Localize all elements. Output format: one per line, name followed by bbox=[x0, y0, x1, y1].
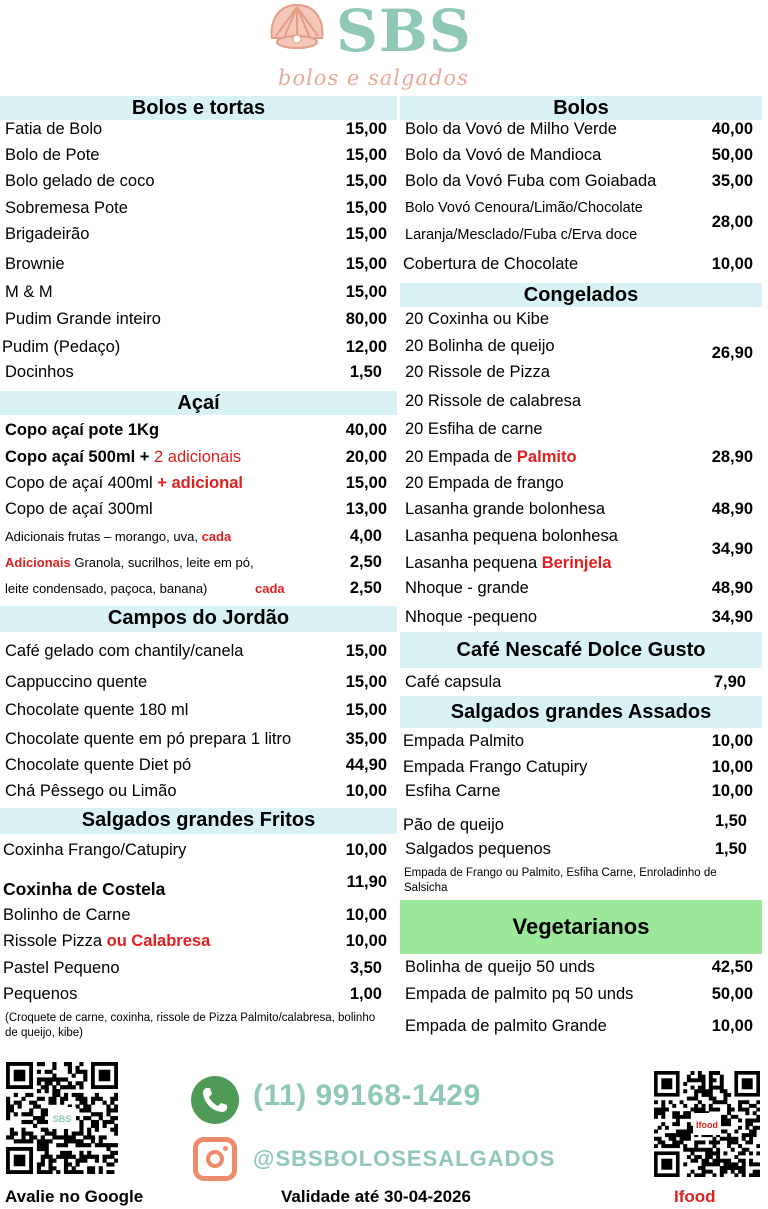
assados-note: Empada de Frango ou Palmito, Esfiha Carne, Enroladinho de Salsicha bbox=[404, 867, 717, 894]
section-title-fritos: Salgados grandes Fritos bbox=[0, 808, 397, 834]
validity-label: Validade até 30-04-2026 bbox=[281, 1187, 471, 1206]
section-title-assados: Salgados grandes Assados bbox=[400, 696, 762, 728]
ifood-label: Ifood bbox=[674, 1187, 716, 1206]
section-title-bolos-tortas: Bolos e tortas bbox=[0, 96, 397, 120]
shell-icon bbox=[268, 2, 326, 56]
google-qr-code[interactable] bbox=[6, 1062, 118, 1174]
right-column: Bolos Bolo da Vovó de Milho Verde 40,00 Bolo da Vovó de Mandioca 50,00 Bolo da Vovó Fuba com Goiabada 35,00 Bolo Vovó Cenoura/Limão/Chocolate Laranja/Mesclado/Fuba c/Erva doce 28,00 Cobertura de Chocolate 10,00 Congelados 20 Coxinha ou Kibe 20 Bolinha de queijo 20 Rissole de Pizza 26,90 20 Rissole de calabresa 20 Esfiha de carne 20 Empada de Palmito 28,90 20 Empada de frango Lasanha grande bolonhesa 48,90 Lasanha pequena bolonhesa Lasanha pequena Berinjela 34,90 Nhoque - grande 48,90 Nhoque -pequeno 34,90 Café Nescafé Dolce Gusto Café capsula 7,90 Salgados grandes Assados Empada Palmito 10,00 Empada Frango Catupiry 10,00 Esfiha Carne 10,00 Pão de queijo 1,50 Salgados pequenos 1,50 Empada de Frango ou Palmito, Esfiha Carne, Enroladinho de Salsicha Vegetarianos Bolinha de queijo 50 unds 42,50 Empada de palmito pq 50 unds 50,00 Empada de palmito Grande 10,00 bbox=[400, 96, 762, 1046]
section-title-cafe: Café Nescafé Dolce Gusto bbox=[400, 632, 762, 668]
ifood-qr-code[interactable] bbox=[654, 1071, 760, 1177]
section-title-congelados: Congelados bbox=[400, 283, 762, 307]
phone-number[interactable]: (11) 99168-1429 bbox=[253, 1079, 481, 1112]
section-title-acai: Açaí bbox=[0, 391, 397, 415]
svg-text:SBS: SBS bbox=[52, 1114, 72, 1124]
svg-text:Ifood: Ifood bbox=[696, 1120, 718, 1130]
header bbox=[0, 0, 768, 96]
fritos-note: (Croquete de carne, coxinha, rissole de Pizza Palmito/calabresa, bolinho de queijo, kibe) bbox=[5, 1012, 376, 1039]
section-title-vegetarianos: Vegetarianos bbox=[400, 900, 762, 954]
google-review-label: Avalie no Google bbox=[5, 1187, 144, 1206]
brand-tagline: bolos e salgados bbox=[278, 66, 469, 90]
instagram-handle[interactable]: @SBSBOLOSESALGADOS bbox=[253, 1146, 556, 1171]
phone-icon bbox=[191, 1076, 239, 1124]
instagram-icon bbox=[193, 1137, 237, 1181]
brand-logo: SBS bbox=[336, 0, 472, 65]
section-title-campos: Campos do Jordão bbox=[0, 606, 397, 632]
left-column: Bolos e tortas Fatia de Bolo 15,00 Bolo de Pote 15,00 Bolo gelado de coco 15,00 Sobremesa Pote 15,00 Brigadeirão 15,00 Brownie 15,00 M & M 15,00 Pudim Grande inteiro 80,00 Pudim (Pedaço) 12,00 Docinhos 1,50 Açaí Copo açaí pote 1Kg 40,00 Copo açaí 500ml + 2 adicionais 20,00 Copo de açaí 400ml + adicional 15,00 Copo de açaí 300ml 13,00 Adicionais frutas – morango, uva, cada 4,00 Adicionais Granola, sucrilhos, leite em pó, 2,50 leite condensado, paçoca, banana) cada 2,50 Campos do Jordão Café gelado com chantily/canela 15,00 Cappuccino quente 15,00 Chocolate quente 180 ml 15,00 Chocolate quente em pó prepara 1 litro 35,00 Chocolate quente Diet pó 44,90 Chá Pêssego ou Limão 10,00 Salgados grandes Fritos Coxinha Frango/Catupiry 10,00 Coxinha de Costela 11,90 Bolinho de Carne 10,00 Rissole Pizza ou Calabresa 10,00 Pastel Pequeno 3,50 Pequenos 1,00 (Croquete de carne, coxinha, rissole de Pizza Palmito/calabresa, bolinho de queijo, kibe) bbox=[0, 96, 397, 1046]
section-title-bolos: Bolos bbox=[400, 96, 762, 120]
